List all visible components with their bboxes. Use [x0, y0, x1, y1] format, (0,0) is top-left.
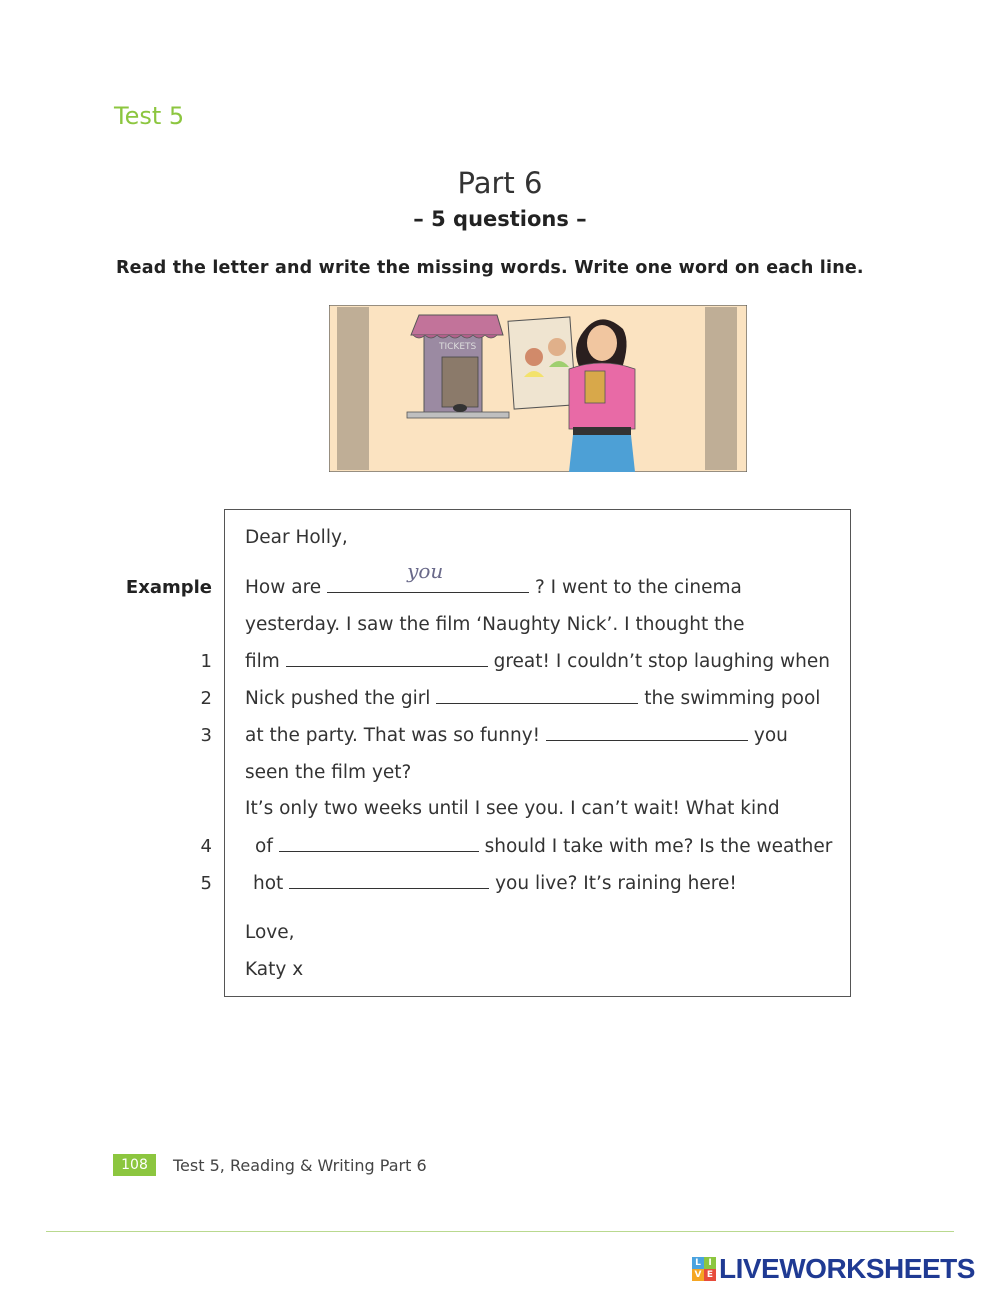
question-line-3: at the party. That was so funny! you — [245, 725, 788, 746]
example-line: How are you ? I went to the cinema — [245, 559, 742, 598]
answer-blank-4[interactable] — [279, 837, 479, 852]
film-poster — [508, 317, 576, 409]
letter-line: yesterday. I saw the film ‘Naughty Nick’. I thought the — [245, 614, 745, 635]
answer-blank-3[interactable] — [546, 726, 748, 741]
part-subtitle: – 5 questions – — [413, 207, 587, 231]
answer-blank-2[interactable] — [436, 689, 638, 704]
tickets-sign: TICKETS — [439, 342, 477, 352]
question-line-2: Nick pushed the girl the swimming pool — [245, 688, 821, 709]
instructions: Read the letter and write the missing words. Write one word on each line. — [116, 258, 864, 278]
part-title: Part 6 — [457, 166, 543, 200]
answer-blank-1[interactable] — [286, 652, 488, 667]
question-number: 4 — [200, 836, 212, 857]
question-number: 5 — [200, 873, 212, 894]
footer-divider — [46, 1231, 954, 1232]
question-number: 3 — [200, 725, 212, 746]
question-line-5: hot you live? It’s raining here! — [253, 873, 737, 894]
letter-line: seen the film yet? — [245, 762, 412, 783]
page-number-badge: 108 — [113, 1154, 156, 1176]
brand-logo-letter: I — [704, 1257, 716, 1269]
example-answer: you — [407, 559, 444, 583]
letter-line: It’s only two weeks until I see you. I can’t wait! What kind — [245, 798, 780, 819]
brand-logo-letter: L — [692, 1257, 704, 1269]
letter-closing: Love, — [245, 922, 295, 943]
brand-logo-letter: E — [704, 1269, 716, 1281]
example-blank — [327, 559, 529, 593]
answer-blank-5[interactable] — [289, 874, 489, 889]
brand-name: LIVEWORKSHEETS — [719, 1253, 975, 1284]
letter-signature: Katy x — [245, 959, 304, 980]
girl-figure — [569, 319, 635, 472]
question-number: 2 — [200, 688, 212, 709]
brand-logo-letter: V — [692, 1269, 704, 1281]
brand-logo[interactable] — [692, 1253, 975, 1285]
question-number: 1 — [200, 651, 212, 672]
cinema-illustration — [329, 305, 747, 472]
question-line-4: of should I take with me? Is the weather — [255, 836, 833, 857]
brand-logo-icon — [692, 1257, 716, 1281]
question-line-1: film great! I couldn’t stop laughing when — [245, 651, 830, 672]
footer-caption: Test 5, Reading & Writing Part 6 — [173, 1156, 427, 1175]
test-title: Test 5 — [114, 102, 185, 130]
example-label: Example — [125, 577, 212, 598]
letter-greeting: Dear Holly, — [245, 527, 348, 548]
